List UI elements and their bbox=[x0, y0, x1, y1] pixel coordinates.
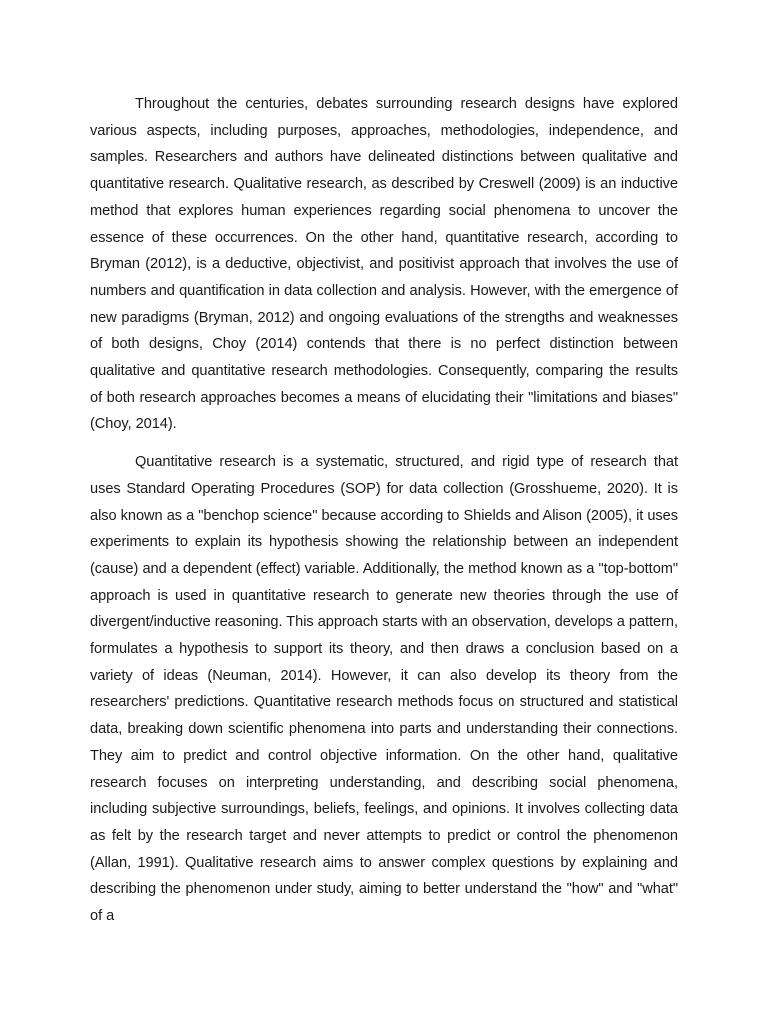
document-page bbox=[90, 91, 678, 941]
paragraph-research-designs-debate: Throughout the centuries, debates surrounding research designs have explored various aspects, including purposes, approaches, methodologies, independence, and samples. Researchers and authors have delineated distinctions between qualitative and quantitative research. Qualitative research, as described by Creswell (2009) is an inductive method that explores human experiences regarding social phenomena to uncover the essence of these occurrences. On the other hand, quantitative research, according to Bryman (2012), is a deductive, objectivist, and positivist approach that involves the use of numbers and quantification in data collection and analysis. However, with the emergence of new paradigms (Bryman, 2012) and ongoing evaluations of the strengths and weaknesses of both designs, Choy (2014) contends that there is no perfect distinction between qualitative and quantitative research methodologies. Consequently, comparing the results of both research approaches becomes a means of elucidating their "limitations and biases" (Choy, 2014). bbox=[90, 96, 678, 433]
paragraph-quantitative-vs-qualitative: Quantitative research is a systematic, structured, and rigid type of research that uses Standard Operating Procedures (SOP) for data collection (Grosshueme, 2020). It is also known as a "benchop science" because according to Shields and Alison (2005), it uses experiments to explain its hypothesis showing the relationship between an independent (cause) and a dependent (effect) variable. Additionally, the method known as a "top-bottom" approach is used in quantitative research to generate new theories through the use of divergent/inductive reasoning. This approach starts with an observation, develops a pattern, formulates a hypothesis to support its theory, and then draws a conclusion based on a variety of ideas (Neuman, 2014). However, it can also develop its theory from the researchers' predictions. Quantitative research methods focus on structured and statistical data, breaking down scientific phenomena into parts and understanding their connections. They aim to predict and control objective information. On the other hand, qualitative research focuses on interpreting understanding, and describing social phenomena, including subjective surroundings, beliefs, feelings, and opinions. It involves collecting data as felt by the research target and never attempts to predict or control the phenomenon (Allan, 1991). Qualitative research aims to answer complex questions by explaining and describing the phenomenon under study, aiming to better understand the "how" and "what" of a bbox=[90, 454, 678, 925]
